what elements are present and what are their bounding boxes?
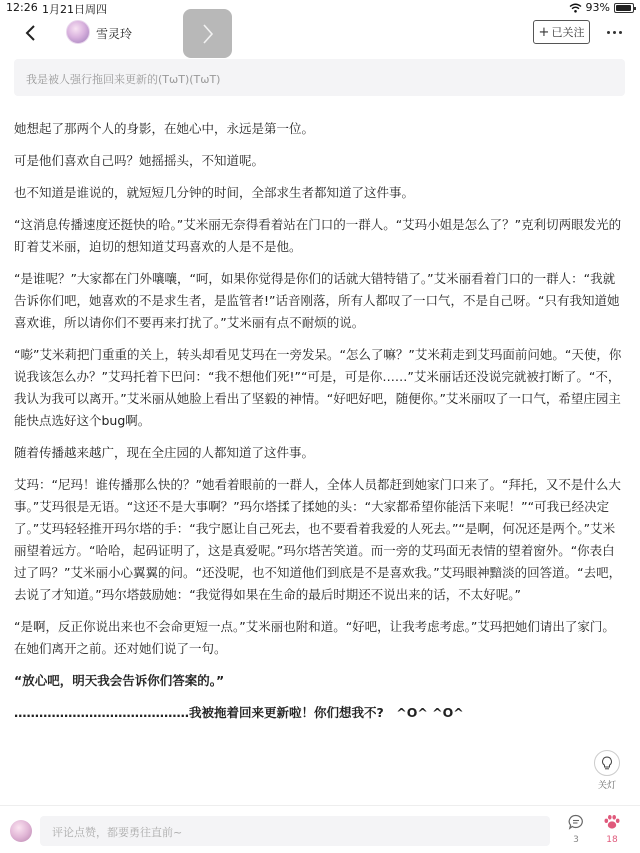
paragraph: 她想起了那两个人的身影，在她心中，永远是第一位。	[14, 121, 315, 136]
paragraph: 随着传播越来越广，现在全庄园的人都知道了这件事。	[14, 445, 315, 460]
comment-icon	[568, 814, 584, 830]
paw-count: 18	[606, 835, 618, 845]
chapter-title: 我是被人强行拖回来更新的(TωT)(TωT)	[14, 59, 625, 96]
chevron-left-icon	[25, 25, 37, 41]
battery-percent: 93%	[585, 1, 610, 14]
follow-button[interactable]	[533, 20, 590, 44]
bulb-icon	[601, 756, 613, 770]
paragraph: “是谁呢？”大家都在门外嚷嚷，“呵，如果你觉得是你们的话就大错特错了。”艾米丽看着门口的一群人：“我就告诉你们吧，她喜欢的不是求生者，是监管者!”话音刚落，所有人都叹了一口气，不是自己呀。“只有我知道她喜欢谁，所以请你们不要再来打扰了。”艾米丽有点不耐烦的说。	[14, 271, 620, 330]
lights-off-button[interactable]	[590, 750, 624, 790]
plus-icon: +	[538, 24, 550, 40]
author-avatar[interactable]	[66, 20, 90, 44]
status-right	[569, 1, 634, 14]
paragraph: 艾玛：“尼玛！谁传播那么快的？”她看着眼前的一群人，全体人员都赶到她家门口来了。“拜托，又不是什么大事。”艾玛很是无语。“这还不是大事啊？”玛尔塔揉了揉她的头：“大家都希望你能活下来呢！”“可我已经决定了。”艾玛轻轻推开玛尔塔的手：“我宁愿让自己死去，也不要看着我爱的人死去。”“是啊，何况还是两个。”艾米丽望着远方。“哈哈，起码证明了，这是真爱呢。”玛尔塔苦笑道。而一旁的艾玛面无表情的望着窗外。“你表白过了吗？”艾米丽小心翼翼的问。“还没呢，也不知道他们到底是不是喜欢我。”艾玛眼神黯淡的回答道。“去吧，去说了才知道。”玛尔塔鼓励她：“我觉得如果在生命的最后时期还不说出来的话，不太好呢。”	[14, 477, 622, 602]
back-button[interactable]	[20, 22, 42, 44]
status-date: 1月21日周四	[42, 3, 107, 16]
comment-button[interactable]	[564, 814, 588, 845]
status-bar	[0, 0, 640, 16]
bold-line: “放心吧，明天我会告诉你们答案的。”	[14, 673, 225, 688]
paragraph: 可是他们喜欢自己吗？她摇摇头，不知道呢。	[14, 153, 265, 168]
battery-icon	[614, 3, 634, 13]
wifi-icon	[569, 3, 582, 13]
chevron-right-icon	[201, 23, 215, 45]
comment-count: 3	[573, 835, 579, 845]
paw-button[interactable]	[600, 814, 624, 845]
paw-icon	[603, 814, 621, 830]
bold-line: ……………………………………我被拖着回来更新啦！你们想我不? ^O^ ^O^	[14, 705, 464, 720]
article-body	[14, 118, 626, 734]
paragraph: “是啊，反正你说出来也不会命更短一点。”艾米丽也附和道。“好吧，让我考虑考虑。”艾玛把她们请出了家门。在她们离开之前。还对她们说了一句。	[14, 619, 615, 656]
follow-label: 已关注	[551, 26, 585, 39]
paragraph: “这消息传播速度还挺快的哈。”艾米丽无奈得看着站在门口的一群人。“艾玛小姐是怎么了？”克利切两眼发光的盯着艾米丽，迫切的想知道艾玛喜欢的人是不是他。	[14, 217, 622, 254]
status-time: 12:26	[6, 1, 38, 14]
next-chapter-button[interactable]	[183, 9, 232, 58]
more-dots-icon[interactable]	[604, 24, 624, 40]
lights-off-label: 关灯	[597, 781, 616, 791]
paragraph: 也不知道是谁说的，就短短几分钟的时间，全部求生者都知道了这件事。	[14, 185, 415, 200]
header	[0, 16, 640, 50]
bottom-bar	[0, 805, 640, 853]
paragraph: “嘭”艾米莉把门重重的关上，转头却看见艾玛在一旁发呆。“怎么了嘛？”艾米莉走到艾玛面前问她。“天使，你说我该怎么办？”艾玛托着下巴问：“我不想他们死!”“可是，可是你……”艾米丽话还没说完就被打断了。“不，我认为我可以离开。”艾米丽从她脸上看出了坚毅的神情。“好吧好吧，随便你。”艾米丽叹了一口气，希望庄园主能快点选好这个bug啊。	[14, 347, 622, 428]
user-avatar	[10, 820, 32, 842]
author-name[interactable]: 雪灵玲	[96, 27, 133, 41]
comment-input[interactable]: 评论点赞，都要勇往直前~	[40, 816, 550, 846]
